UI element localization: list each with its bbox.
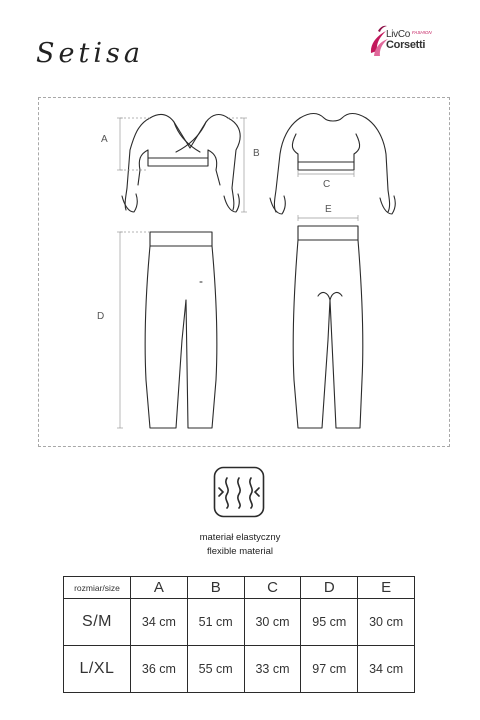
logo-text-top: LivCo — [386, 29, 411, 40]
header-c: C — [244, 577, 301, 599]
cell-c: 30 cm — [244, 599, 301, 646]
back-top-drawing — [270, 114, 395, 215]
cell-c: 33 cm — [244, 646, 301, 693]
stretch-fabric-icon — [213, 466, 265, 518]
front-top-drawing — [122, 115, 240, 212]
measure-label-c: C — [323, 179, 331, 190]
back-pants-drawing — [293, 226, 363, 428]
header-d: D — [301, 577, 358, 599]
front-pants-drawing — [145, 232, 217, 428]
cell-d: 97 cm — [301, 646, 358, 693]
logo-text-fashion: FASHION — [412, 30, 432, 35]
size-table-header — [64, 577, 415, 599]
logo-text-bottom: Corsetti — [386, 39, 426, 51]
cell-b: 55 cm — [187, 646, 244, 693]
row-size: L/XL — [64, 646, 131, 693]
cell-e: 30 cm — [358, 599, 415, 646]
table-row — [64, 599, 415, 646]
product-title: Setisa — [36, 38, 144, 69]
size-table — [63, 576, 415, 693]
header-b: B — [187, 577, 244, 599]
material-label-pl: materiał elastyczny — [199, 532, 281, 543]
header-size: rozmiar/size — [64, 577, 131, 599]
cell-a: 36 cm — [131, 646, 188, 693]
measure-label-a: A — [101, 134, 108, 145]
material-label-en: flexible material — [207, 546, 273, 557]
cell-d: 95 cm — [301, 599, 358, 646]
measure-label-b: B — [253, 148, 260, 159]
header-a: A — [131, 577, 188, 599]
cell-b: 51 cm — [187, 599, 244, 646]
measure-label-d: D — [97, 311, 105, 322]
header-e: E — [358, 577, 415, 599]
cell-e: 34 cm — [358, 646, 415, 693]
measure-label-e: E — [325, 204, 332, 215]
table-row — [64, 646, 415, 693]
row-size: S/M — [64, 599, 131, 646]
cell-a: 34 cm — [131, 599, 188, 646]
